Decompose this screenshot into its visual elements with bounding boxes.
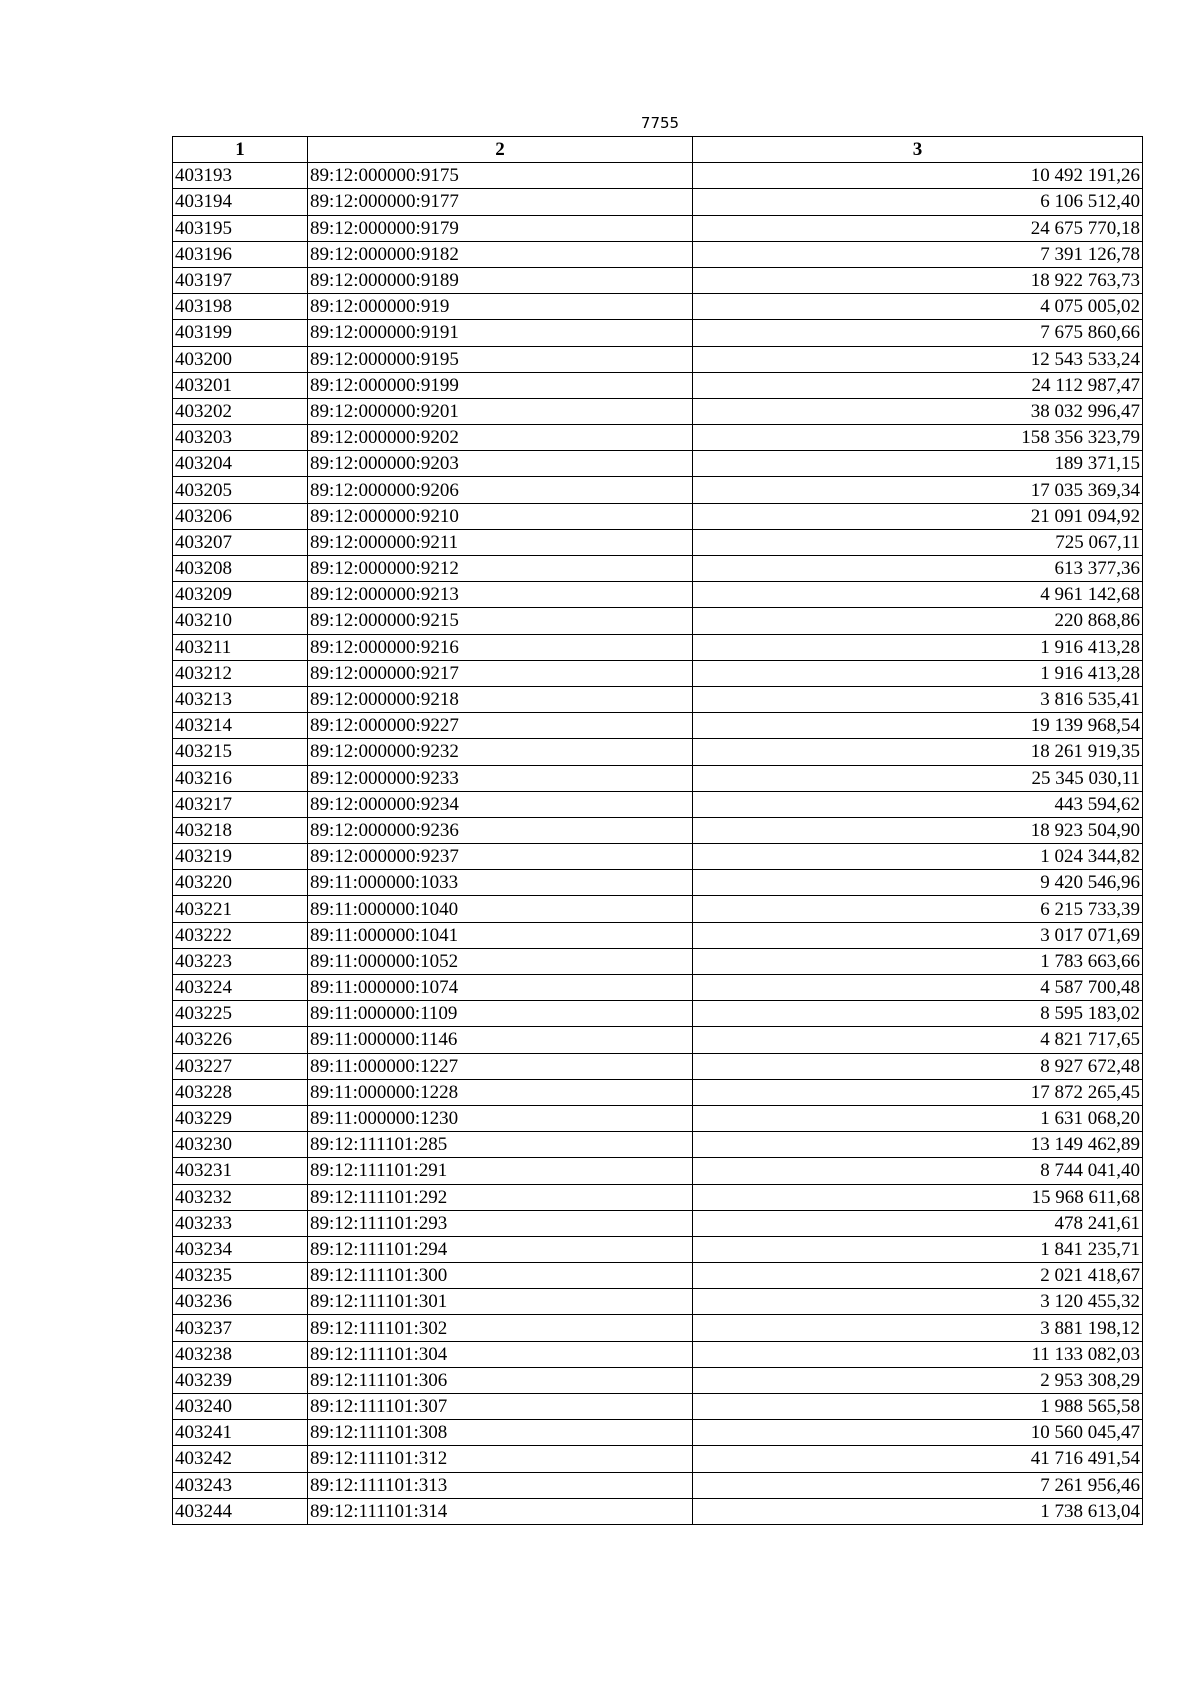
table-row [173,660,1143,686]
value-cell: 3 120 455,32 [693,1289,1143,1315]
cadastral-number-cell: 89:12:000000:9179 [308,215,693,241]
table-row [173,320,1143,346]
row-number-cell: 403226 [173,1027,308,1053]
row-number-cell: 403236 [173,1289,308,1315]
cadastral-number-cell: 89:12:000000:919 [308,294,693,320]
value-cell: 10 560 045,47 [693,1420,1143,1446]
table-row [173,582,1143,608]
value-cell: 7 675 860,66 [693,320,1143,346]
cadastral-number-cell: 89:12:000000:9237 [308,844,693,870]
value-cell: 1 738 613,04 [693,1498,1143,1524]
row-number-cell: 403228 [173,1079,308,1105]
table-row [173,477,1143,503]
table-row [173,1394,1143,1420]
cadastral-number-cell: 89:11:000000:1041 [308,922,693,948]
cadastral-number-cell: 89:11:000000:1228 [308,1079,693,1105]
value-cell: 1 024 344,82 [693,844,1143,870]
row-number-cell: 403239 [173,1367,308,1393]
value-cell: 2 953 308,29 [693,1367,1143,1393]
cadastral-number-cell: 89:11:000000:1227 [308,1053,693,1079]
value-cell: 3 017 071,69 [693,922,1143,948]
value-cell: 4 961 142,68 [693,582,1143,608]
value-cell: 10 492 191,26 [693,163,1143,189]
row-number-cell: 403204 [173,451,308,477]
page-number: 7755 [640,114,680,132]
row-number-cell: 403201 [173,372,308,398]
row-number-cell: 403242 [173,1446,308,1472]
value-cell: 725 067,11 [693,529,1143,555]
row-number-cell: 403216 [173,765,308,791]
cadastral-number-cell: 89:12:000000:9210 [308,503,693,529]
value-cell: 478 241,61 [693,1210,1143,1236]
cadastral-number-cell: 89:12:000000:9215 [308,608,693,634]
table-row [173,1079,1143,1105]
column-header-1: 1 [173,137,308,163]
value-cell: 24 112 987,47 [693,372,1143,398]
row-number-cell: 403231 [173,1158,308,1184]
value-cell: 8 744 041,40 [693,1158,1143,1184]
cadastral-number-cell: 89:12:000000:9227 [308,713,693,739]
value-cell: 4 075 005,02 [693,294,1143,320]
table-row [173,1027,1143,1053]
table-row [173,1184,1143,1210]
row-number-cell: 403206 [173,503,308,529]
row-number-cell: 403222 [173,922,308,948]
table-row [173,398,1143,424]
table-row [173,765,1143,791]
cadastral-number-cell: 89:12:000000:9217 [308,660,693,686]
value-cell: 15 968 611,68 [693,1184,1143,1210]
table-row [173,215,1143,241]
table-row [173,1498,1143,1524]
row-number-cell: 403194 [173,189,308,215]
value-cell: 18 261 919,35 [693,739,1143,765]
header-row [173,137,1143,163]
row-number-cell: 403237 [173,1315,308,1341]
value-cell: 25 345 030,11 [693,765,1143,791]
cadastral-number-cell: 89:12:111101:314 [308,1498,693,1524]
value-cell: 4 821 717,65 [693,1027,1143,1053]
row-number-cell: 403233 [173,1210,308,1236]
cadastral-number-cell: 89:11:000000:1146 [308,1027,693,1053]
cadastral-number-cell: 89:11:000000:1033 [308,870,693,896]
column-header-2: 2 [308,137,693,163]
cadastral-number-cell: 89:12:111101:292 [308,1184,693,1210]
row-number-cell: 403213 [173,686,308,712]
registry-table [172,136,1143,1525]
value-cell: 3 816 535,41 [693,686,1143,712]
cadastral-number-cell: 89:12:111101:313 [308,1472,693,1498]
table-row [173,1210,1143,1236]
value-cell: 1 631 068,20 [693,1105,1143,1131]
table-row [173,529,1143,555]
value-cell: 6 106 512,40 [693,189,1143,215]
cadastral-number-cell: 89:12:000000:9182 [308,241,693,267]
row-number-cell: 403209 [173,582,308,608]
table-row [173,1105,1143,1131]
cadastral-number-cell: 89:11:000000:1230 [308,1105,693,1131]
value-cell: 443 594,62 [693,791,1143,817]
table-row [173,189,1143,215]
row-number-cell: 403225 [173,1001,308,1027]
value-cell: 24 675 770,18 [693,215,1143,241]
value-cell: 21 091 094,92 [693,503,1143,529]
table-row [173,1236,1143,1262]
row-number-cell: 403211 [173,634,308,660]
cadastral-number-cell: 89:12:000000:9211 [308,529,693,555]
table-row [173,163,1143,189]
table-header [173,137,1143,163]
table-row [173,1420,1143,1446]
table-row [173,425,1143,451]
cadastral-number-cell: 89:12:000000:9199 [308,372,693,398]
table-row [173,1472,1143,1498]
table-row [173,451,1143,477]
cadastral-number-cell: 89:12:000000:9218 [308,686,693,712]
cadastral-number-cell: 89:12:111101:285 [308,1132,693,1158]
value-cell: 3 881 198,12 [693,1315,1143,1341]
value-cell: 220 868,86 [693,608,1143,634]
cadastral-number-cell: 89:12:000000:9202 [308,425,693,451]
value-cell: 12 543 533,24 [693,346,1143,372]
row-number-cell: 403214 [173,713,308,739]
column-header-3: 3 [693,137,1143,163]
row-number-cell: 403196 [173,241,308,267]
cadastral-number-cell: 89:11:000000:1052 [308,948,693,974]
value-cell: 17 872 265,45 [693,1079,1143,1105]
row-number-cell: 403240 [173,1394,308,1420]
row-number-cell: 403208 [173,556,308,582]
cadastral-number-cell: 89:12:111101:300 [308,1263,693,1289]
value-cell: 8 927 672,48 [693,1053,1143,1079]
cadastral-number-cell: 89:12:000000:9203 [308,451,693,477]
table-row [173,1001,1143,1027]
table-row [173,346,1143,372]
cadastral-number-cell: 89:12:000000:9189 [308,267,693,293]
row-number-cell: 403220 [173,870,308,896]
row-number-cell: 403197 [173,267,308,293]
table-row [173,817,1143,843]
row-number-cell: 403235 [173,1263,308,1289]
table-row [173,503,1143,529]
cadastral-number-cell: 89:12:000000:9233 [308,765,693,791]
row-number-cell: 403193 [173,163,308,189]
cadastral-number-cell: 89:12:111101:307 [308,1394,693,1420]
table-row [173,1158,1143,1184]
row-number-cell: 403243 [173,1472,308,1498]
row-number-cell: 403234 [173,1236,308,1262]
row-number-cell: 403203 [173,425,308,451]
row-number-cell: 403238 [173,1341,308,1367]
table-row [173,1341,1143,1367]
value-cell: 7 261 956,46 [693,1472,1143,1498]
table-row [173,948,1143,974]
row-number-cell: 403229 [173,1105,308,1131]
value-cell: 38 032 996,47 [693,398,1143,424]
row-number-cell: 403198 [173,294,308,320]
row-number-cell: 403219 [173,844,308,870]
value-cell: 613 377,36 [693,556,1143,582]
cadastral-number-cell: 89:12:000000:9175 [308,163,693,189]
value-cell: 1 916 413,28 [693,660,1143,686]
value-cell: 19 139 968,54 [693,713,1143,739]
cadastral-number-cell: 89:12:111101:304 [308,1341,693,1367]
row-number-cell: 403227 [173,1053,308,1079]
table-row [173,870,1143,896]
value-cell: 18 922 763,73 [693,267,1143,293]
cadastral-number-cell: 89:12:000000:9195 [308,346,693,372]
row-number-cell: 403244 [173,1498,308,1524]
table-row [173,241,1143,267]
cadastral-number-cell: 89:12:000000:9216 [308,634,693,660]
table-row [173,1263,1143,1289]
row-number-cell: 403195 [173,215,308,241]
table-row [173,739,1143,765]
value-cell: 17 035 369,34 [693,477,1143,503]
row-number-cell: 403202 [173,398,308,424]
table-row [173,1446,1143,1472]
row-number-cell: 403230 [173,1132,308,1158]
cadastral-number-cell: 89:12:000000:9191 [308,320,693,346]
value-cell: 2 021 418,67 [693,1263,1143,1289]
cadastral-number-cell: 89:12:111101:302 [308,1315,693,1341]
table-row [173,1315,1143,1341]
value-cell: 11 133 082,03 [693,1341,1143,1367]
row-number-cell: 403212 [173,660,308,686]
cadastral-number-cell: 89:12:000000:9206 [308,477,693,503]
table-body [173,163,1143,1525]
table-row [173,372,1143,398]
value-cell: 41 716 491,54 [693,1446,1143,1472]
cadastral-number-cell: 89:12:000000:9213 [308,582,693,608]
row-number-cell: 403205 [173,477,308,503]
table-row [173,556,1143,582]
table-row [173,634,1143,660]
row-number-cell: 403217 [173,791,308,817]
row-number-cell: 403223 [173,948,308,974]
cadastral-number-cell: 89:12:000000:9232 [308,739,693,765]
cadastral-number-cell: 89:11:000000:1040 [308,896,693,922]
row-number-cell: 403200 [173,346,308,372]
value-cell: 1 783 663,66 [693,948,1143,974]
cadastral-number-cell: 89:12:000000:9236 [308,817,693,843]
row-number-cell: 403218 [173,817,308,843]
table-row [173,1367,1143,1393]
table-row [173,1289,1143,1315]
row-number-cell: 403221 [173,896,308,922]
value-cell: 18 923 504,90 [693,817,1143,843]
table-row [173,267,1143,293]
row-number-cell: 403241 [173,1420,308,1446]
cadastral-number-cell: 89:12:111101:293 [308,1210,693,1236]
value-cell: 1 988 565,58 [693,1394,1143,1420]
cadastral-number-cell: 89:11:000000:1074 [308,975,693,1001]
value-cell: 8 595 183,02 [693,1001,1143,1027]
cadastral-number-cell: 89:11:000000:1109 [308,1001,693,1027]
row-number-cell: 403210 [173,608,308,634]
table-row [173,922,1143,948]
table-row [173,791,1143,817]
table-row [173,608,1143,634]
table-row [173,686,1143,712]
cadastral-number-cell: 89:12:111101:294 [308,1236,693,1262]
cadastral-number-cell: 89:12:111101:301 [308,1289,693,1315]
value-cell: 6 215 733,39 [693,896,1143,922]
value-cell: 7 391 126,78 [693,241,1143,267]
value-cell: 1 916 413,28 [693,634,1143,660]
table-row [173,294,1143,320]
cadastral-number-cell: 89:12:000000:9201 [308,398,693,424]
value-cell: 158 356 323,79 [693,425,1143,451]
table-row [173,713,1143,739]
table-row [173,1053,1143,1079]
row-number-cell: 403232 [173,1184,308,1210]
cadastral-number-cell: 89:12:000000:9177 [308,189,693,215]
cadastral-number-cell: 89:12:000000:9234 [308,791,693,817]
row-number-cell: 403215 [173,739,308,765]
cadastral-number-cell: 89:12:111101:308 [308,1420,693,1446]
cadastral-number-cell: 89:12:111101:291 [308,1158,693,1184]
value-cell: 1 841 235,71 [693,1236,1143,1262]
table-row [173,844,1143,870]
table-row [173,1132,1143,1158]
cadastral-number-cell: 89:12:000000:9212 [308,556,693,582]
value-cell: 13 149 462,89 [693,1132,1143,1158]
row-number-cell: 403207 [173,529,308,555]
value-cell: 9 420 546,96 [693,870,1143,896]
cadastral-number-cell: 89:12:111101:306 [308,1367,693,1393]
value-cell: 4 587 700,48 [693,975,1143,1001]
row-number-cell: 403199 [173,320,308,346]
table-row [173,896,1143,922]
value-cell: 189 371,15 [693,451,1143,477]
row-number-cell: 403224 [173,975,308,1001]
cadastral-number-cell: 89:12:111101:312 [308,1446,693,1472]
table-row [173,975,1143,1001]
